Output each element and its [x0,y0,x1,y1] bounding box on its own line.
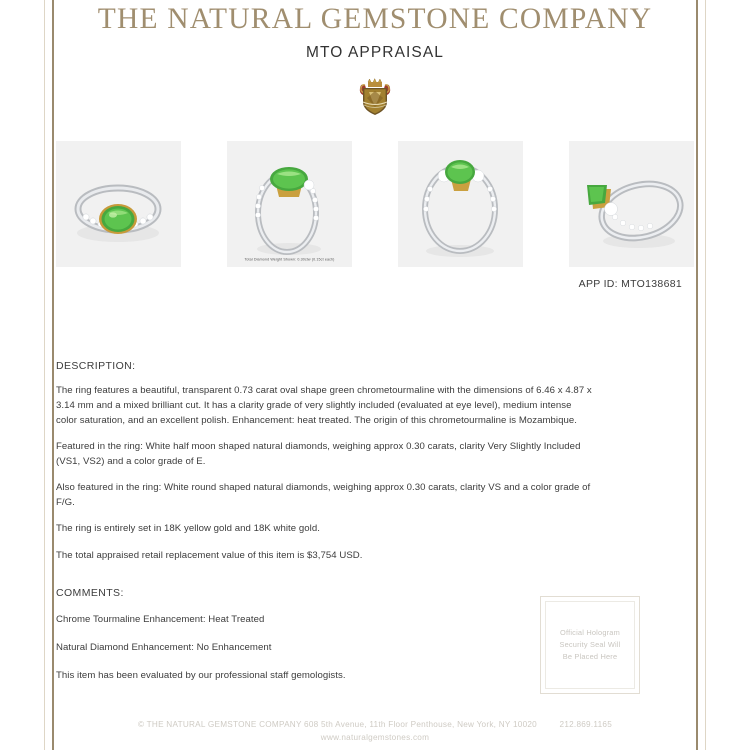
hologram-seal-inner-border [545,601,635,689]
hologram-seal-line-2: Security Seal Will [559,639,621,649]
page-footer [54,720,696,742]
hologram-seal-placeholder [540,596,640,694]
ring-photo-gallery [54,141,696,267]
ring-photo-side-profile-view[interactable] [569,141,694,267]
description-section [54,360,696,563]
app-id: APP ID: MTO138681 [578,278,682,291]
comment-item: Natural Diamond Enhancement: No Enhancement [56,642,272,654]
page-border-hairline-right [705,0,706,750]
description-paragraph: Featured in the ring: White half moon shaped natural diamonds, weighing approx 0.30 carats, clarity Very Slightly Included (VS1, VS2) and a color grade of E. [56,441,581,467]
ring-photo-top-angled-view[interactable] [56,141,181,267]
page-border-right [696,0,698,750]
crest-container [54,76,696,118]
footer-company-address: © THE NATURAL GEMSTONE COMPANY 608 5th Avenue, 11th Floor Penthouse, New York, NY 10020 [138,720,537,729]
ring-photo-caption: Total Diamond Weight Shown: 0.30ctw (0.15ct each) [244,256,335,262]
hologram-seal-line-3: Be Placed Here [562,652,618,662]
masthead [54,0,696,62]
ring-photo-front-upright-view[interactable] [398,141,523,267]
description-paragraph: The ring features a beautiful, transparent 0.73 carat oval shape green chrometourmaline with the dimensions of 6.46 x 4.87 x 3.14 mm and a mixed brilliant cut. It has a clarity grade of very slightly included (evaluated at eye level), medium intense color saturation, and an excellent polish. Enhancement: heat treated. The origin of this chrometourmaline is Mozambique. [56,385,592,426]
comments-heading: COMMENTS: [56,586,124,599]
comment-item: This item has been evaluated by our professional staff gemologists. [56,670,346,682]
ring-photo-three-quarter-view[interactable] [227,141,352,267]
comment-item: Chrome Tourmaline Enhancement: Heat Treated [56,613,265,625]
appraised-value-text: The total appraised retail replacement value of this item is $3,754 USD. [56,550,363,562]
footer-address-line [54,720,696,729]
footer-phone: 212.869.1165 [559,720,612,729]
document-subtitle: MTO APPRAISAL [305,44,445,62]
company-title: THE NATURAL GEMSTONE COMPANY [97,3,653,35]
description-heading: DESCRIPTION: [56,360,136,373]
description-paragraph: Also featured in the ring: White round shaped natural diamonds, weighing approx 0.30 carats, clarity VS and a color grade of F/G. [56,482,591,508]
footer-website[interactable]: www.naturalgemstones.com [320,733,430,742]
hologram-seal-line-1: Official Hologram [560,627,620,637]
page-border-hairline-left [44,0,45,750]
description-paragraph: The ring is entirely set in 18K yellow gold and 18K white gold. [56,523,320,535]
document-content [54,0,696,750]
hologram-seal-text [559,627,620,664]
heraldic-crest-icon [357,76,393,118]
